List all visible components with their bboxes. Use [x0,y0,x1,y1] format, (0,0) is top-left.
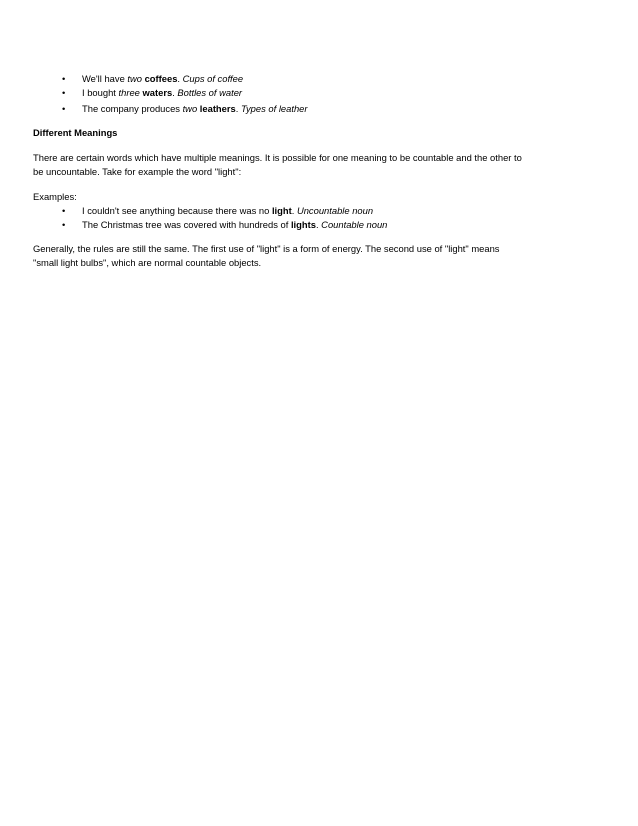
list-item: • I couldn't see anything because there was no light. Uncountable noun [62,205,374,216]
list-item: • We'll have two coffees. Cups of coffee [62,73,244,84]
conclusion-paragraph: Generally, the rules are still the same. The first use of "light" is a form of energy. The second use of "light" means "small light bulbs", which are normal countable objects. [33,243,500,268]
document-content [33,72,605,270]
plural-examples-list [33,72,605,116]
section-heading: Different Meanings [33,127,118,138]
bullet-icon: • [62,73,66,84]
list-item: • I bought three waters. Bottles of water [62,87,243,98]
list-item: • The Christmas tree was covered with hundreds of lights. Countable noun [62,219,388,230]
bullet-icon: • [62,219,66,230]
bullet-icon: • [62,103,66,114]
list-item: • The company produces two leathers. Types of leather [62,103,308,114]
bullet-icon: • [62,87,66,98]
intro-paragraph: There are certain words which have multiple meanings. It is possible for one meaning to be countable and the other to be uncountable. Take for example the word "light": [33,152,522,177]
bullet-icon: • [62,205,66,216]
examples-label: Examples: [33,191,77,202]
light-examples-list [33,204,605,232]
